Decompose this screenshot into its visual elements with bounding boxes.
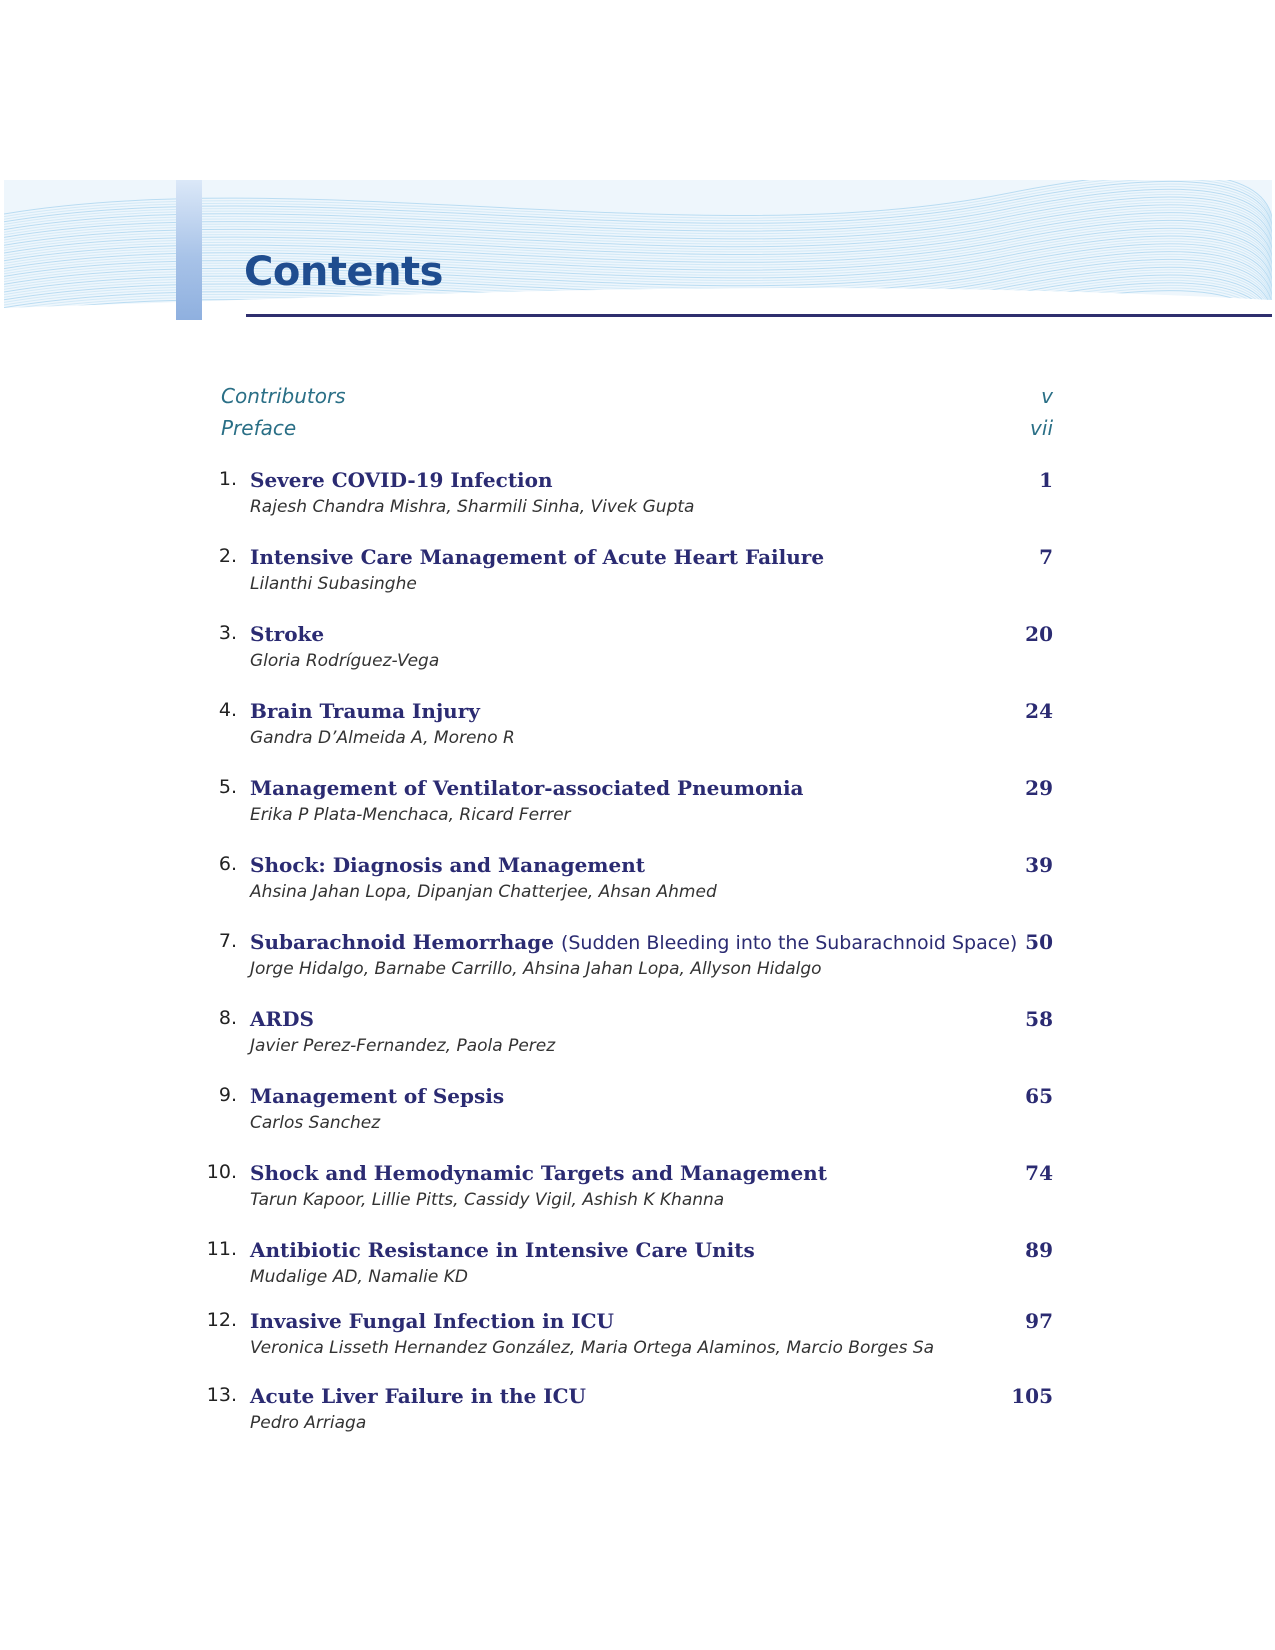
chapter-authors: Carlos Sanchez [250, 1113, 381, 1133]
chapter-page: 39 [1025, 853, 1053, 877]
chapter-authors: Mudalige AD, Namalie KD [250, 1267, 468, 1287]
toc-entry[interactable] [200, 1007, 1053, 1063]
chapter-number: 10. [206, 1161, 237, 1183]
chapter-title: Stroke [250, 622, 325, 646]
chapter-authors: Javier Perez-Fernandez, Paola Perez [250, 1036, 556, 1056]
chapter-number: 6. [218, 853, 237, 875]
toc-entry[interactable] [200, 1384, 1053, 1440]
toc-entry[interactable] [200, 853, 1053, 909]
chapter-number: 11. [206, 1238, 237, 1260]
chapter-number: 9. [218, 1084, 237, 1106]
toc-entry[interactable] [200, 1309, 1053, 1365]
chapter-number: 4. [218, 699, 237, 721]
chapter-number: 5. [218, 776, 237, 798]
chapter-title: Management of Sepsis [250, 1084, 505, 1108]
toc-entry[interactable] [200, 1238, 1053, 1294]
page-title: Contents [244, 249, 443, 295]
front-matter-page: vii [1030, 416, 1053, 440]
chapter-page: 58 [1025, 1007, 1053, 1031]
chapter-subtitle: (Sudden Bleeding into the Subarachnoid Space) [560, 932, 1018, 954]
chapter-title: Invasive Fungal Infection in ICU [250, 1309, 614, 1333]
chapter-authors: Ahsina Jahan Lopa, Dipanjan Chatterjee, Ahsan Ahmed [250, 882, 717, 902]
chapter-page: 65 [1025, 1084, 1053, 1108]
chapter-authors: Erika P Plata-Menchaca, Ricard Ferrer [250, 805, 571, 825]
chapter-authors: Jorge Hidalgo, Barnabe Carrillo, Ahsina Jahan Lopa, Allyson Hidalgo [250, 959, 822, 979]
chapter-title: Acute Liver Failure in the ICU [250, 1384, 586, 1408]
chapter-page: 97 [1025, 1309, 1053, 1333]
chapter-page: 20 [1025, 622, 1053, 646]
chapter-authors: Gloria Rodríguez-Vega [250, 651, 440, 671]
toc-entry[interactable] [200, 930, 1053, 986]
chapter-page: 29 [1025, 776, 1053, 800]
front-matter-contributors[interactable] [221, 384, 1053, 416]
toc-entry[interactable] [200, 699, 1053, 755]
header-side-bar [176, 180, 202, 320]
chapter-number: 2. [218, 545, 237, 567]
chapter-authors: Rajesh Chandra Mishra, Sharmili Sinha, Vivek Gupta [250, 497, 695, 517]
toc-entry[interactable] [200, 622, 1053, 678]
chapter-page: 1 [1039, 468, 1053, 492]
toc-entry[interactable] [200, 776, 1053, 832]
toc-entry[interactable] [200, 545, 1053, 601]
chapter-number: 7. [218, 930, 237, 952]
toc-entry[interactable] [200, 1161, 1053, 1217]
chapter-number: 8. [218, 1007, 237, 1029]
chapter-title: Subarachnoid Hemorrhage (Sudden Bleeding into the Subarachnoid Space) [250, 930, 1018, 954]
chapter-title: Brain Trauma Injury [250, 699, 480, 723]
chapter-number: 1. [218, 468, 237, 490]
title-rule [246, 314, 1272, 317]
front-matter-page: v [1041, 384, 1053, 408]
chapter-authors: Tarun Kapoor, Lillie Pitts, Cassidy Vigil, Ashish K Khanna [250, 1190, 725, 1210]
chapter-number: 13. [206, 1384, 237, 1406]
chapter-title: Intensive Care Management of Acute Heart Failure [250, 545, 825, 569]
front-matter-label: Contributors [221, 384, 346, 408]
chapter-title: Antibiotic Resistance in Intensive Care Units [250, 1238, 755, 1262]
chapter-authors: Gandra D’Almeida A, Moreno R [250, 728, 515, 748]
chapter-authors: Veronica Lisseth Hernandez González, Maria Ortega Alaminos, Marcio Borges Sa [250, 1338, 935, 1358]
chapter-page: 74 [1025, 1161, 1053, 1185]
toc-entry[interactable] [200, 468, 1053, 524]
chapter-page: 105 [1011, 1384, 1053, 1408]
chapter-title: ARDS [250, 1007, 314, 1031]
chapter-page: 7 [1039, 545, 1053, 569]
chapter-title: Shock: Diagnosis and Management [250, 853, 645, 877]
chapter-title: Severe COVID-19 Infection [250, 468, 553, 492]
front-matter-label: Preface [221, 416, 297, 440]
chapter-page: 89 [1025, 1238, 1053, 1262]
chapter-page: 50 [1025, 930, 1053, 954]
chapter-title: Shock and Hemodynamic Targets and Management [250, 1161, 827, 1185]
chapter-number: 12. [206, 1309, 237, 1331]
toc-entry[interactable] [200, 1084, 1053, 1140]
chapter-number: 3. [218, 622, 237, 644]
chapter-title: Management of Ventilator-associated Pneumonia [250, 776, 804, 800]
chapter-authors: Pedro Arriaga [250, 1413, 367, 1433]
chapter-authors: Lilanthi Subasinghe [250, 574, 417, 594]
front-matter-preface[interactable] [221, 416, 1053, 448]
chapter-page: 24 [1025, 699, 1053, 723]
